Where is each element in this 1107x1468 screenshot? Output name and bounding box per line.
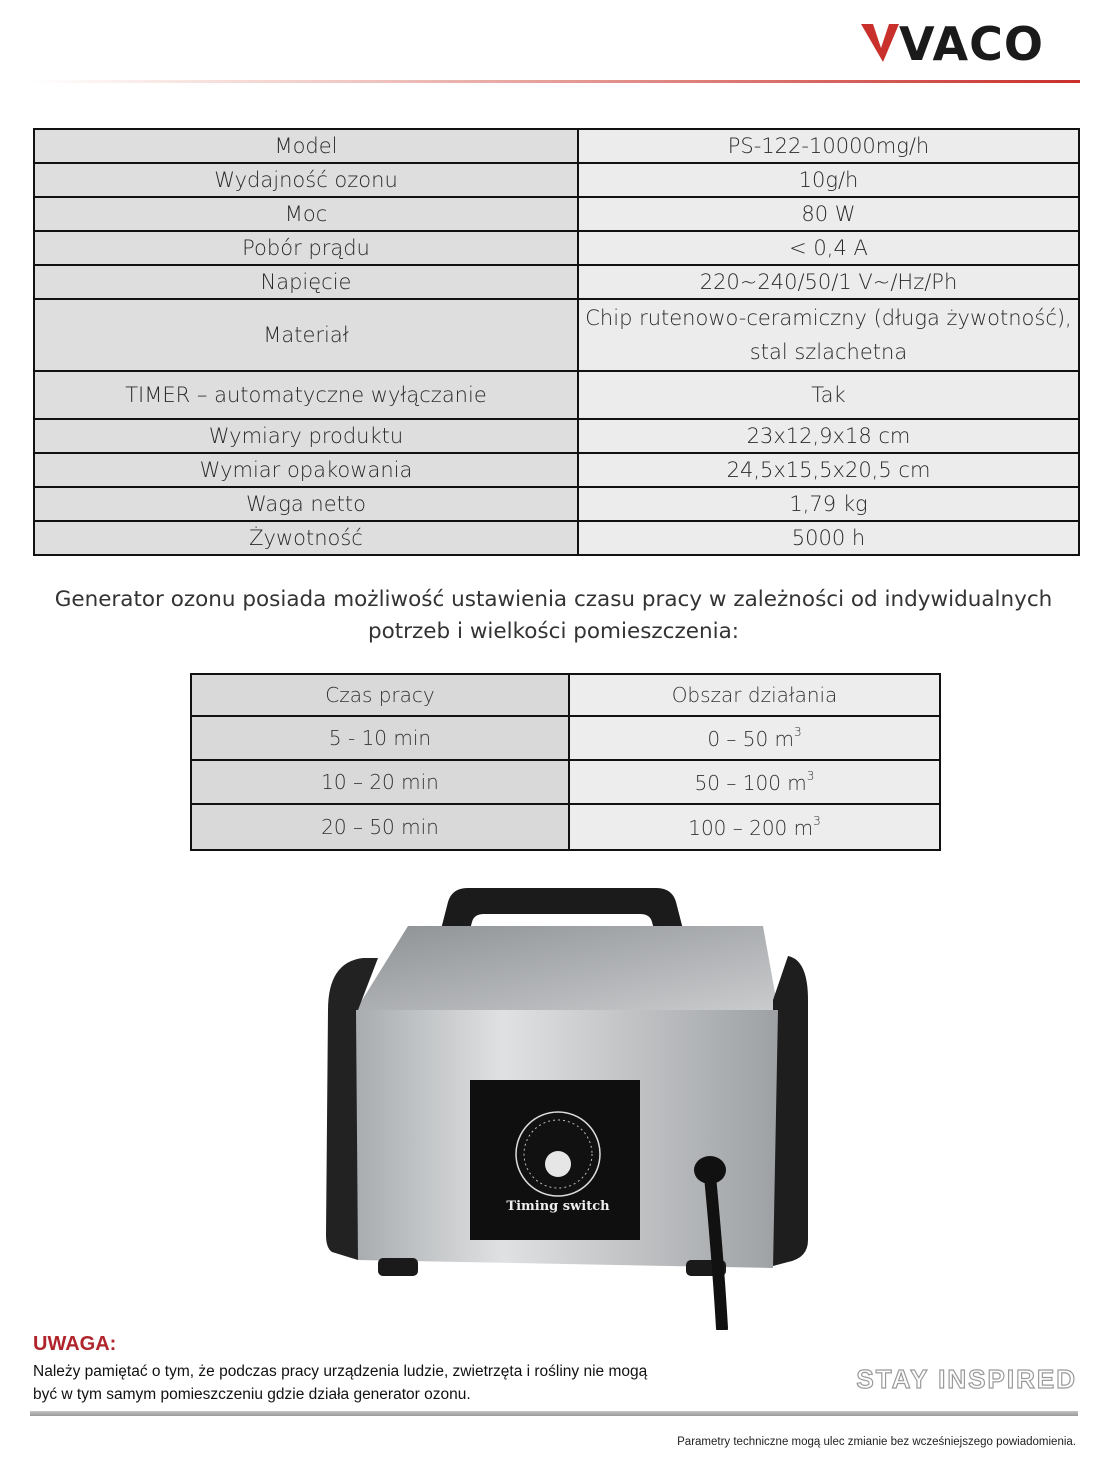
- svg-text:VACO: VACO: [899, 18, 1044, 66]
- area-cell: 50 – 100 $m^3$: [569, 760, 940, 804]
- spec-label: Wydajność ozonu: [34, 163, 578, 197]
- spec-label: Wymiary produktu: [34, 419, 578, 453]
- svg-text:Timing switch: Timing switch: [506, 1199, 610, 1214]
- spec-value: 80 W: [578, 197, 1079, 231]
- spec-label: Żywotność: [34, 521, 578, 555]
- spec-value: PS-122-10000mg/h: [578, 129, 1079, 163]
- spec-row: [34, 453, 1079, 487]
- spec-row: [34, 419, 1079, 453]
- spec-value: Tak: [578, 371, 1079, 419]
- spec-row: [34, 231, 1079, 265]
- spec-value: 5000 h: [578, 521, 1079, 555]
- spec-row: [34, 371, 1079, 419]
- intro-text: Generator ozonu posiada możliwość ustawienia czasu pracy w zależności od indywidualnych potrzeb i wielkości pomieszczenia:: [54, 587, 1053, 644]
- spec-value: 23x12,9x18 cm: [578, 419, 1079, 453]
- footer-note: Parametry techniczne mogą ulec zmianie bez wcześniejszego powiadomienia.: [677, 1436, 1076, 1448]
- footer-divider: [30, 1411, 1078, 1416]
- spec-label: Pobór prądu: [34, 231, 578, 265]
- area-cell: 0 – 50 $m^3$: [569, 716, 940, 760]
- time-cell: 10 – 20 min: [191, 760, 569, 804]
- time-table: [190, 673, 941, 851]
- spec-row: [34, 521, 1079, 555]
- vaco-logo: [859, 18, 1069, 66]
- header-czas-pracy: Czas pracy: [191, 674, 569, 716]
- header-divider: [30, 80, 1080, 83]
- spec-row: [34, 265, 1079, 299]
- spec-row: [34, 197, 1079, 231]
- spec-label: Napięcie: [34, 265, 578, 299]
- time-cell: 20 – 50 min: [191, 804, 569, 850]
- warning-title: UWAGA:: [33, 1333, 117, 1355]
- spec-label: Waga netto: [34, 487, 578, 521]
- spec-label: Materiał: [34, 299, 578, 371]
- spec-value: 24,5x15,5x20,5 cm: [578, 453, 1079, 487]
- slogan: STAY INSPIRED: [856, 1364, 1077, 1394]
- time-table-header: [191, 674, 940, 716]
- spec-value: Chip rutenowo-ceramiczny (długa żywotność), stal szlachetna: [578, 299, 1079, 371]
- table-row: [191, 760, 940, 804]
- spec-row: [34, 129, 1079, 163]
- spec-value: 1,79 kg: [578, 487, 1079, 521]
- area-cell: 100 – 200 $m^3$: [569, 804, 940, 850]
- spec-value: < 0,4 A: [578, 231, 1079, 265]
- warning-text: Należy pamiętać o tym, że podczas pracy urządzenia ludzie, zwietrzęta i rośliny nie mogą być w tym samym pomieszczeniu gdzie działa generator ozonu.: [33, 1363, 648, 1403]
- table-row: [191, 804, 940, 850]
- spec-label: TIMER – automatyczne wyłączanie: [34, 371, 578, 419]
- spec-value: 220~240/50/1 V~/Hz/Ph: [578, 265, 1079, 299]
- header-obszar: Obszar działania: [569, 674, 940, 716]
- spec-label: Moc: [34, 197, 578, 231]
- time-cell: 5 - 10 min: [191, 716, 569, 760]
- spec-row: [34, 487, 1079, 521]
- spec-row: [34, 299, 1079, 371]
- spec-table: [33, 128, 1080, 556]
- ozone-generator-image: [318, 880, 808, 1330]
- table-row: [191, 716, 940, 760]
- spec-row: [34, 163, 1079, 197]
- spec-value: 10g/h: [578, 163, 1079, 197]
- spec-label: Wymiar opakowania: [34, 453, 578, 487]
- spec-label: Model: [34, 129, 578, 163]
